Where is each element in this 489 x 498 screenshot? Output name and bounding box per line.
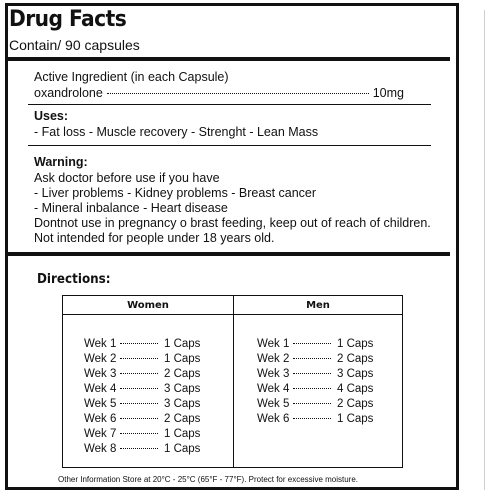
- dot-leader: [120, 343, 158, 344]
- warning-heading: Warning:: [34, 155, 88, 169]
- caps-value: 2 Caps: [164, 413, 201, 425]
- ingredient-name: oxandrolone: [34, 86, 103, 100]
- page-title: Drug Facts: [9, 7, 127, 32]
- caps-value: 2 Caps: [164, 368, 201, 380]
- dot-leader: [120, 388, 158, 389]
- caps-value: 3 Caps: [164, 383, 201, 395]
- women-week-row: [84, 427, 233, 442]
- contents-count: Contain/ 90 capsules: [9, 37, 140, 53]
- dot-leader: [120, 373, 158, 374]
- warning-line: - Liver problems - Kidney problems - Breast cancer: [34, 186, 317, 200]
- warning-line: Not intended for people under 18 years old.: [34, 231, 275, 245]
- women-week-row: [84, 397, 233, 412]
- caps-value: 1 Caps: [164, 428, 201, 440]
- women-week-row: [84, 382, 233, 397]
- divider: [28, 104, 431, 105]
- caps-value: 1 Caps: [164, 443, 201, 455]
- dot-leader: [120, 448, 158, 449]
- week-label: Wek 8: [84, 443, 117, 455]
- week-label: Wek 7: [84, 428, 117, 440]
- caps-value: 4 Caps: [337, 383, 374, 395]
- caps-value: 3 Caps: [164, 398, 201, 410]
- warning-line: - Mineral inbalance - Heart disease: [34, 201, 228, 215]
- directions-heading: Directions:: [37, 272, 111, 287]
- men-week-row: [257, 412, 402, 427]
- caps-value: 1 Caps: [164, 353, 201, 365]
- page-edge-line: [484, 10, 485, 490]
- men-week-row: [257, 382, 402, 397]
- storage-info: Other Information Store at 20°C - 25°C (65°F - 77°F). Protect for excessive moisture.: [58, 475, 359, 484]
- dot-leader: [293, 388, 331, 389]
- ingredient-amount: 10mg: [372, 86, 404, 100]
- dot-leader: [120, 418, 158, 419]
- warning-line: Ask doctor before use if you have: [34, 171, 220, 185]
- week-label: Wek 2: [257, 353, 290, 365]
- active-ingredient-row: [34, 86, 404, 100]
- women-week-row: [84, 442, 233, 457]
- caps-value: 1 Caps: [337, 338, 374, 350]
- men-column-header: Men: [234, 296, 403, 315]
- week-label: Wek 4: [84, 383, 117, 395]
- caps-value: 1 Caps: [164, 338, 201, 350]
- dot-leader: [293, 403, 331, 404]
- men-week-row: [257, 337, 402, 352]
- men-schedule: [234, 315, 402, 427]
- caps-value: 3 Caps: [337, 368, 374, 380]
- week-label: Wek 5: [257, 398, 290, 410]
- week-label: Wek 3: [84, 368, 117, 380]
- uses-heading: Uses:: [34, 109, 69, 123]
- week-label: Wek 6: [84, 413, 117, 425]
- week-label: Wek 6: [257, 413, 290, 425]
- week-label: Wek 2: [84, 353, 117, 365]
- dot-leader: [293, 373, 331, 374]
- week-label: Wek 3: [257, 368, 290, 380]
- caps-value: 2 Caps: [337, 353, 374, 365]
- divider-thick: [7, 57, 450, 61]
- active-ingredient-heading: Active Ingredient (in each Capsule): [34, 70, 229, 84]
- dot-leader: [293, 418, 331, 419]
- men-week-row: [257, 397, 402, 412]
- women-week-row: [84, 352, 233, 367]
- men-week-row: [257, 367, 402, 382]
- warning-line: Dontnot use in pregnancy o brast feeding, keep out of reach of children.: [34, 216, 431, 230]
- women-week-row: [84, 367, 233, 382]
- women-week-row: [84, 412, 233, 427]
- men-week-row: [257, 352, 402, 367]
- women-column-header: Women: [63, 296, 234, 315]
- uses-text: - Fat loss - Muscle recovery - Strenght - Lean Mass: [34, 125, 319, 139]
- dot-leader: [293, 358, 331, 359]
- week-label: Wek 1: [84, 338, 117, 350]
- dot-leader: [120, 403, 158, 404]
- dot-leader: [293, 343, 331, 344]
- week-label: Wek 5: [84, 398, 117, 410]
- dot-leader: [120, 433, 158, 434]
- women-week-row: [84, 337, 233, 352]
- women-schedule: [63, 315, 233, 457]
- dot-leader: [120, 358, 158, 359]
- caps-value: 1 Caps: [337, 413, 374, 425]
- dot-leader: [107, 93, 369, 94]
- dosage-table: [62, 295, 403, 468]
- divider: [28, 145, 431, 146]
- week-label: Wek 1: [257, 338, 290, 350]
- week-label: Wek 4: [257, 383, 290, 395]
- caps-value: 2 Caps: [337, 398, 374, 410]
- divider-thick: [7, 252, 450, 256]
